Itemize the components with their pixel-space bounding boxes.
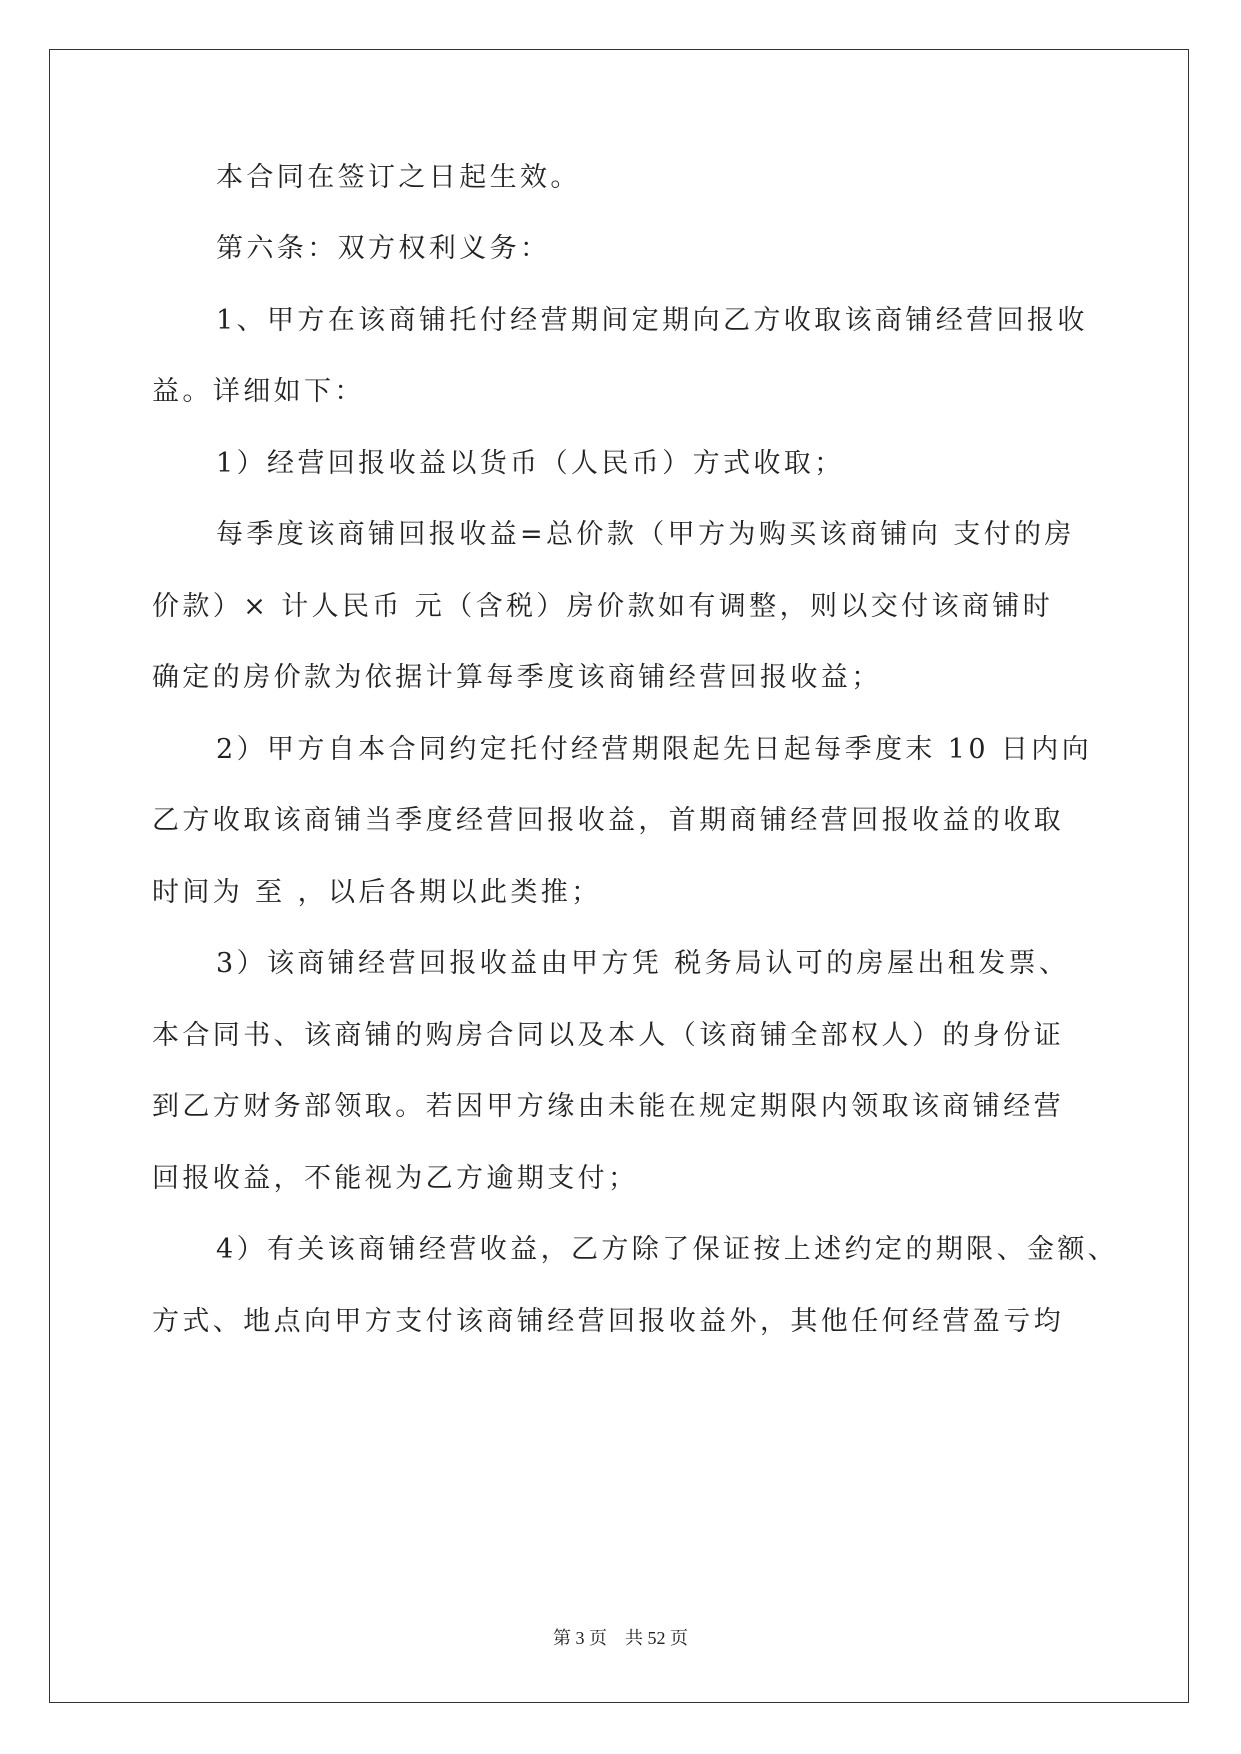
paragraph-line: 4）有关该商铺经营收益，乙方除了保证按上述约定的期限、金额、 <box>216 1234 1119 1265</box>
paragraph-line: 回报收益，不能视为乙方逾期支付； <box>152 1163 639 1194</box>
paragraph-line: 本合同在签订之日起生效。 <box>216 162 581 193</box>
paragraph-line: 本合同书、该商铺的购房合同以及本人（该商铺全部权人）的身份证 <box>152 1020 1064 1051</box>
paragraph-line: 确定的房价款为依据计算每季度该商铺经营回报收益； <box>152 662 882 693</box>
paragraph-line: 益。详细如下： <box>152 376 365 407</box>
paragraph-line: 价款）× 计人民币 元（含税）房价款如有调整，则以交付该商铺时 <box>152 591 1054 622</box>
page-number: 第 3 页 <box>553 1628 607 1648</box>
paragraph-line: 时间为 至 ，以后各期以此类推； <box>152 877 602 908</box>
paragraph-line: 2）甲方自本合同约定托付经营期限起先日起每季度末 10 日内向 <box>216 734 1093 765</box>
paragraph-line: 1、甲方在该商铺托付经营期间定期向乙方收取该商铺经营回报收 <box>216 305 1088 336</box>
page-total: 共 52 页 <box>625 1628 688 1648</box>
paragraph-line: 每季度该商铺回报收益=总价款（甲方为购买该商铺向 支付的房 <box>216 519 1075 550</box>
paragraph-line: 3）该商铺经营回报收益由甲方凭 税务局认可的房屋出租发票、 <box>216 948 1070 979</box>
paragraph-line: 1）经营回报收益以货币（人民币）方式收取； <box>216 448 845 479</box>
page-footer <box>0 1627 1241 1649</box>
paragraph-line: 乙方收取该商铺当季度经营回报收益，首期商铺经营回报收益的收取 <box>152 805 1064 836</box>
paragraph-line: 方式、地点向甲方支付该商铺经营回报收益外，其他任何经营盈亏均 <box>152 1306 1064 1337</box>
section-heading: 第六条：双方权利义务： <box>216 233 551 264</box>
paragraph-line: 到乙方财务部领取。若因甲方缘由未能在规定期限内领取该商铺经营 <box>152 1091 1064 1122</box>
